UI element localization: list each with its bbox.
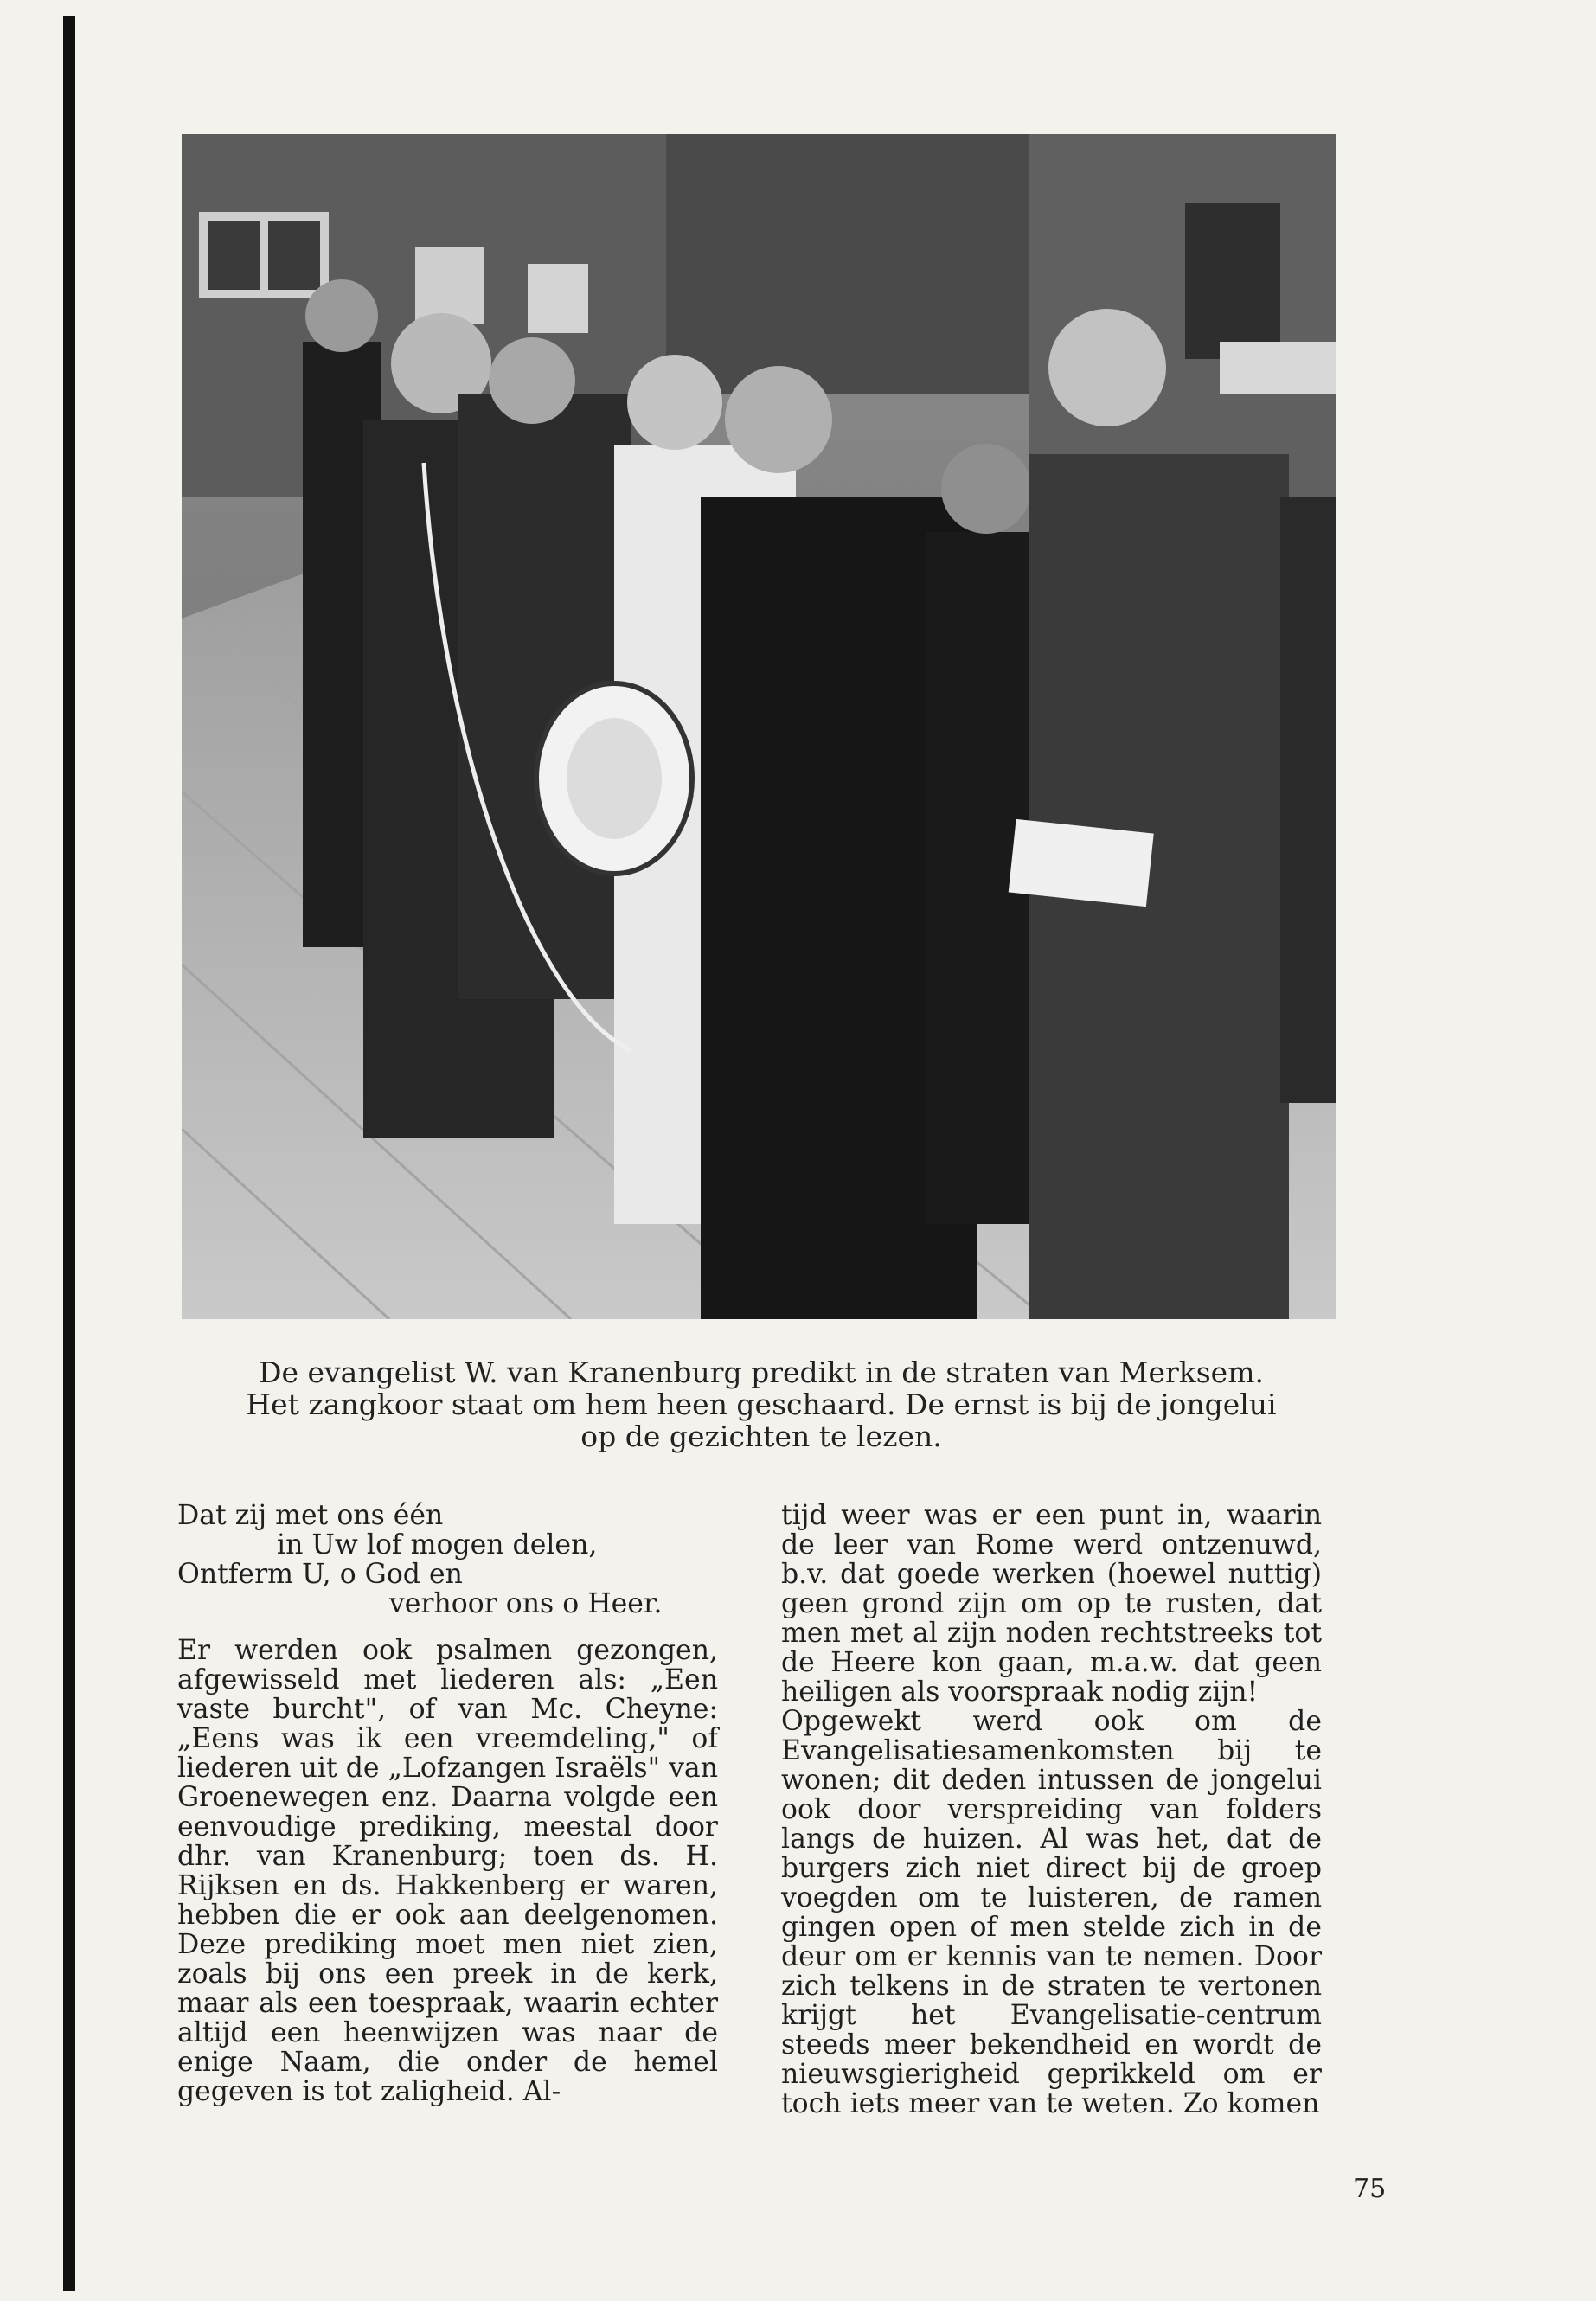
left-column <box>177 1501 718 2106</box>
caption-line: op de gezichten te lezen. <box>580 1420 942 1453</box>
poem-line: in Uw lof mogen delen, <box>277 1529 598 1561</box>
body-paragraph: Er werden ook psalmen gezongen, afgewisseld met liederen als: „Een vaste burcht", of van Mc. Cheyne: „Eens was ik een vreemdeling," of liederen uit de „Lofzangen Israëls" van Groenewegen enz. Daarna volgde een eenvoudige prediking, meestal door dhr. van Kranenburg; toen ds. H. Rijksen en ds. Hakkenberg er waren, hebben die er ook aan deelgenomen. Deze prediking moet men niet zien, zoals bij ons een preek in de kerk, maar als een toespraak, waarin echter altijd een heenwijzen was naar de enige Naam, die onder de hemel gegeven is tot zaligheid. Al- <box>177 1635 718 2107</box>
poem-line: Ontferm U, o God en <box>177 1559 463 1590</box>
binding-edge <box>63 16 75 2291</box>
body-paragraph: tijd weer was er een punt in, waarin de leer van Rome werd ontzenuwd, b.v. dat goede werken (hoewel nuttig) geen grond zijn om op te rusten, dat men met al zijn noden rechtstreeks tot de Heere kon gaan, m.a.w. dat geen heiligen als voorspraak nodig zijn! <box>781 1500 1322 1708</box>
photo-caption <box>173 1356 1349 1452</box>
right-column <box>781 1501 1322 2118</box>
photo-illustration <box>182 134 1336 1319</box>
caption-line: Het zangkoor staat om hem heen geschaard. De ernst is bij de jongelui <box>246 1388 1277 1421</box>
street-preaching-photo <box>182 134 1336 1319</box>
caption-line: De evangelist W. van Kranenburg predikt in de straten van Merksem. <box>259 1356 1264 1389</box>
poem-stanza <box>177 1501 718 1618</box>
poem-line: verhoor ons o Heer. <box>389 1588 663 1619</box>
body-paragraph: Opgewekt werd ook om de Evangelisatiesamenkomsten bij te wonen; dit deden intussen de jongelui ook door verspreiding van folders langs de huizen. Al was het, dat de burgers zich niet direct bij de groep voegden om te luisteren, de ramen gingen open of men stelde zich in de deur om er kennis van te nemen. Door zich telkens in de straten te vertonen krijgt het Evangelisatie-centrum steeds meer bekendheid en wordt de nieuwsgierigheid geprikkeld om er toch iets meer van te weten. Zo komen <box>781 1706 1322 2119</box>
poem-line: Dat zij met ons één <box>177 1500 444 1531</box>
page-number: 75 <box>1353 2174 1387 2204</box>
